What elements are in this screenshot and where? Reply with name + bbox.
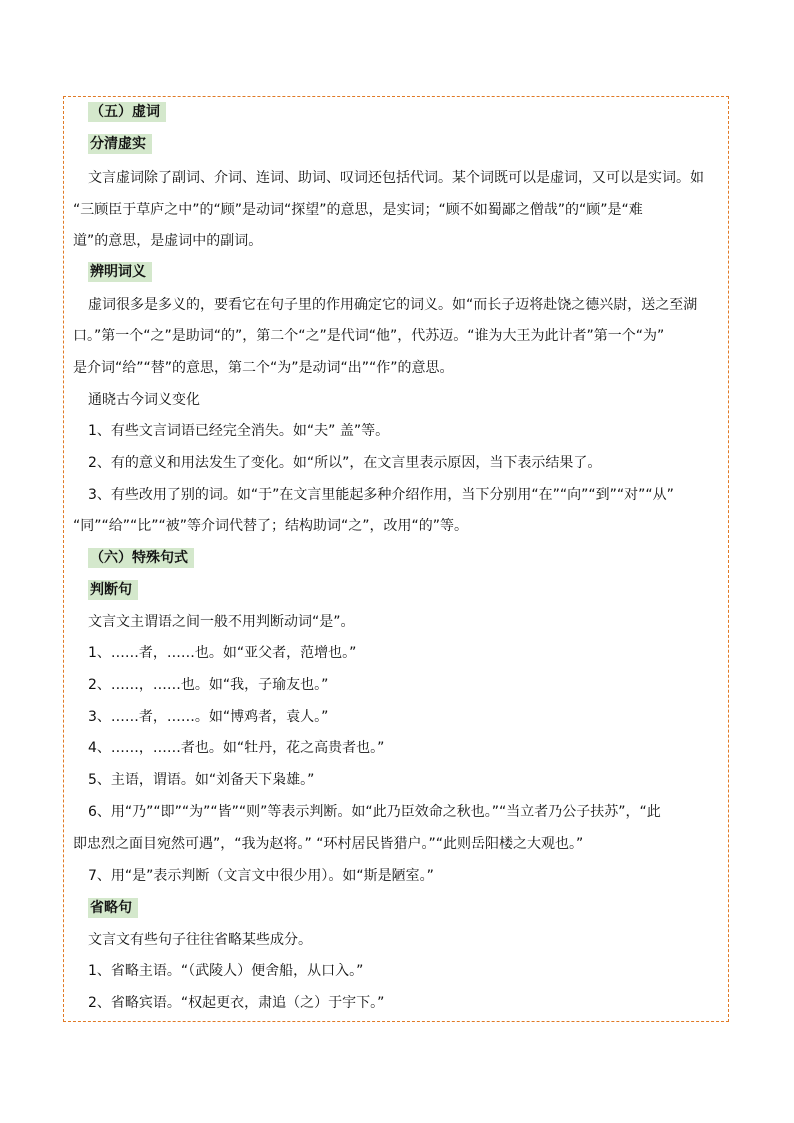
paragraph-line: 文言虚词除了副词、介词、连词、助词、叹词还包括代词。某个词既可以是虚词，又可以是实词。如 [88, 170, 704, 186]
list-item: 1、有些文言词语已经完全消失。如“夫” 盖”等。 [88, 423, 390, 439]
subheading-distinguish: 分清虚实 [88, 134, 728, 154]
list-item: 6、用“乃”“即”“为”“皆”“则”等表示判断。如“此乃臣效命之秋也。”“当立者乃公子扶苏”，“此 [88, 804, 661, 820]
paragraph-line: 口。”第一个“之”是助词“的”，第二个“之”是代词“他”，代苏迈。“谁为大王为此计者”第一个“为” [73, 328, 665, 344]
paragraph-line: 文言文有些句子往往省略某些成分。 [88, 932, 312, 948]
list-item: 5、主语，谓语。如“刘备天下枭雄。” [88, 772, 315, 788]
subheading-meaning: 辨明词义 [88, 262, 728, 282]
paragraph-line: 是介词“给”“替”的意思，第二个“为”是动词“出”“作”的意思。 [73, 360, 454, 376]
list-item: 2、省略宾语。“权起更衣，肃追（之）于宇下。” [88, 995, 385, 1011]
list-item: 7、用“是”表示判断（文言文中很少用）。如“斯是陋室。” [88, 868, 434, 884]
paragraph-title: 通晓古今词义变化 [88, 392, 200, 408]
paragraph-line: 道”的意思，是虚词中的副词。 [73, 233, 263, 249]
list-item: 3、……者，……。如“博鸡者，袁人。” [88, 709, 329, 725]
subheading-omission: 省略句 [88, 898, 728, 918]
list-item: 4、……，……者也。如“牡丹，花之高贵者也。” [88, 740, 385, 756]
paragraph-line: 虚词很多是多义的，要看它在句子里的作用确定它的词义。如“而长子迈将赴饶之德兴尉，送之至湖 [88, 297, 698, 313]
section-heading-function-words: （五）虚词 [88, 102, 728, 122]
list-item: 1、省略主语。“（武陵人）便舍船，从口入。” [88, 963, 364, 979]
subheading-judgment: 判断句 [88, 580, 728, 600]
list-item-continuation: 即忠烈之面目宛然可遇”，“我为赵将。” “环村居民皆猎户。”“此则岳阳楼之大观也。” [73, 836, 584, 852]
section-heading-special-sentences: （六）特殊句式 [88, 548, 728, 568]
list-item-continuation: “同”“给”“比”“被”等介词代替了；结构助词“之”，改用“的”等。 [73, 518, 469, 534]
list-item: 1、……者，……也。如“亚父者，范增也。” [88, 645, 357, 661]
list-item: 2、……，……也。如“我，子瑜友也。” [88, 677, 329, 693]
list-item: 2、有的意义和用法发生了变化。如“所以”，在文言里表示原因，当下表示结果了。 [88, 455, 602, 471]
list-item: 3、有些改用了别的词。如“于”在文言里能起多种介绍作用，当下分别用“在”“向”“到”“对”“从” [88, 487, 674, 503]
paragraph-line: “三顾臣于草庐之中”的“顾”是动词“探望”的意思，是实词；“顾不如蜀鄙之僧哉”的“顾”是“难 [73, 202, 643, 218]
paragraph-line: 文言文主谓语之间一般不用判断动词“是”。 [88, 614, 355, 630]
